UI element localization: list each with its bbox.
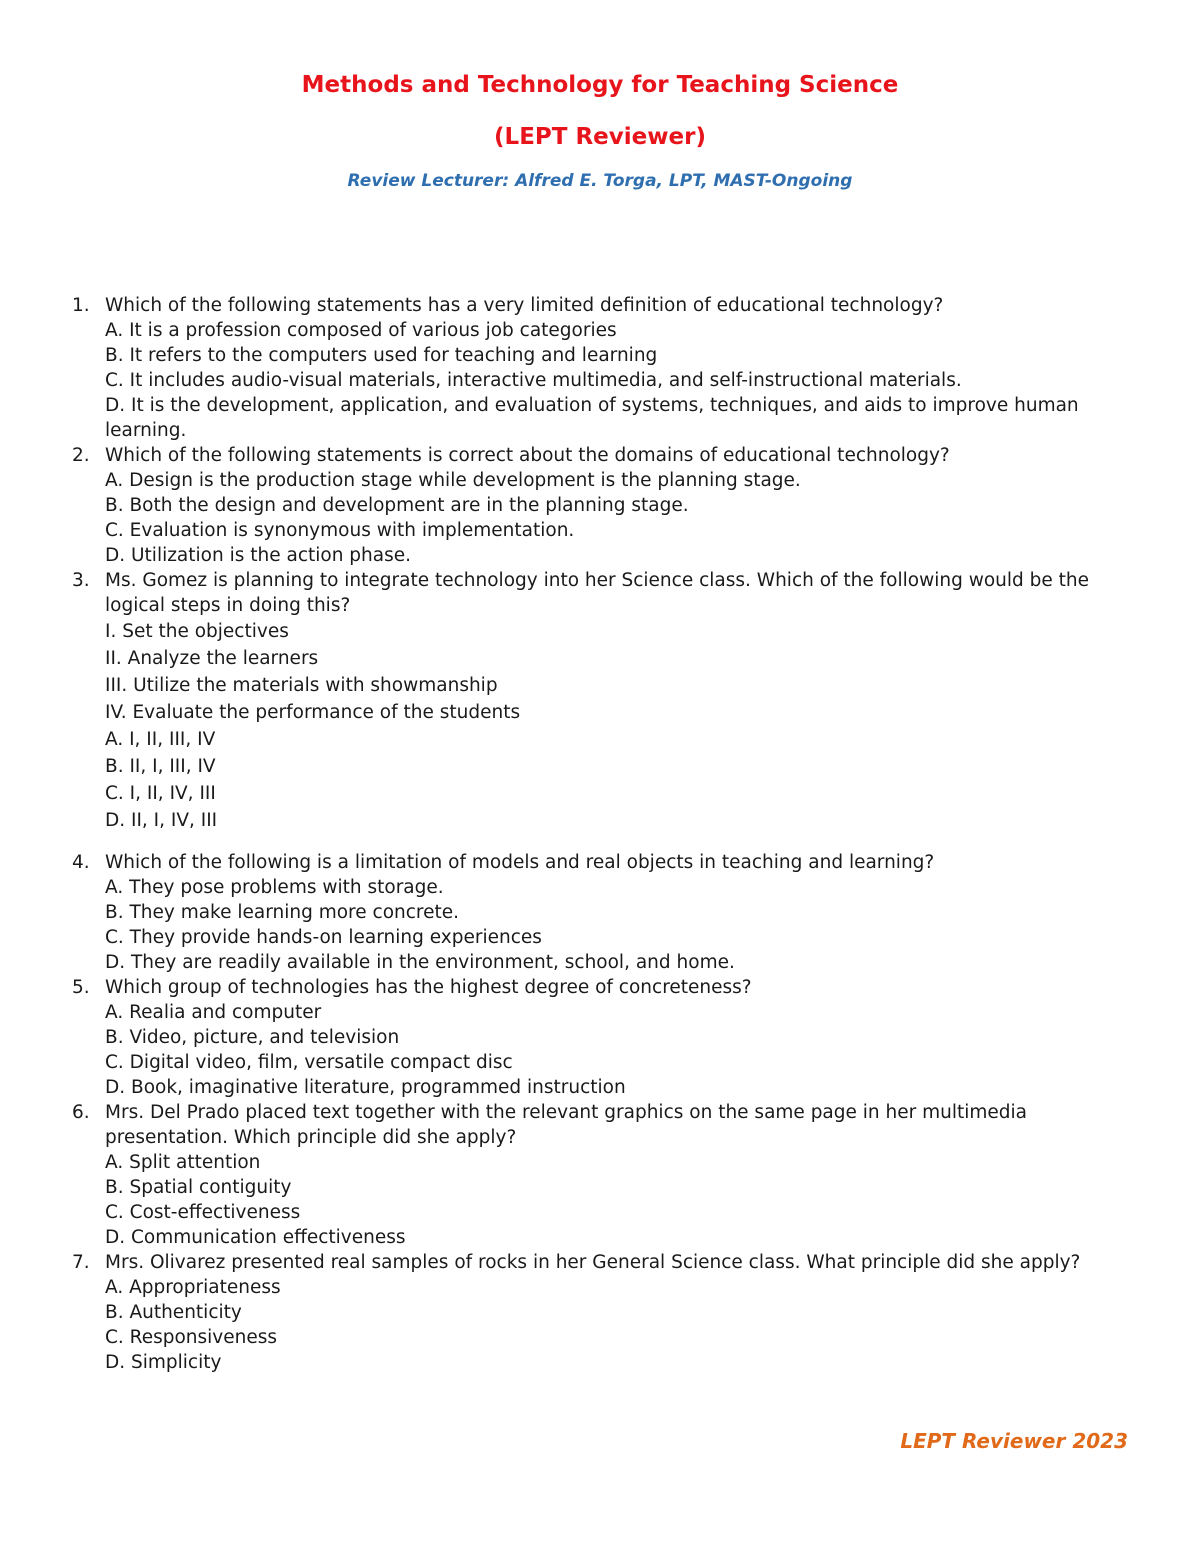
option-b: B. Both the design and development are in the planning stage. bbox=[105, 495, 689, 516]
document-title: Methods and Technology for Teaching Science bbox=[301, 72, 899, 98]
step-item-1: I. Set the objectives bbox=[105, 621, 289, 642]
question-number: 1. bbox=[72, 295, 90, 316]
step-item-3: III. Utilize the materials with showmanship bbox=[105, 675, 498, 696]
question-2 bbox=[0, 443, 1200, 568]
option-d: D. Simplicity bbox=[105, 1352, 222, 1373]
option-c: C. They provide hands-on learning experiences bbox=[105, 927, 542, 948]
option-a: A. Appropriateness bbox=[105, 1277, 281, 1298]
option-b: B. They make learning more concrete. bbox=[105, 902, 460, 923]
option-a: A. It is a profession composed of various job categories bbox=[105, 320, 617, 341]
question-stem: Which group of technologies has the highest degree of concreteness? bbox=[105, 977, 752, 998]
question-number: 5. bbox=[72, 977, 90, 998]
step-item-2: II. Analyze the learners bbox=[105, 648, 319, 669]
option-d: D. It is the development, application, and evaluation of systems, techniques, and aids to improve human learning. bbox=[105, 395, 1079, 441]
question-list bbox=[0, 293, 1200, 1375]
option-d: D. Book, imaginative literature, programmed instruction bbox=[105, 1077, 626, 1098]
question-number: 2. bbox=[72, 445, 90, 466]
question-7 bbox=[0, 1250, 1200, 1375]
question-stem: Ms. Gomez is planning to integrate technology into her Science class. Which of the following would be the logical steps in doing this? bbox=[105, 570, 1090, 616]
document-subtitle: (LEPT Reviewer) bbox=[494, 124, 706, 150]
option-a: A. They pose problems with storage. bbox=[105, 877, 444, 898]
option-d: D. II, I, IV, III bbox=[105, 810, 218, 831]
question-4 bbox=[0, 850, 1200, 975]
option-c: C. Responsiveness bbox=[105, 1327, 278, 1348]
question-stem: Which of the following is a limitation of models and real objects in teaching and learning? bbox=[105, 852, 935, 873]
option-b: B. Video, picture, and television bbox=[105, 1027, 400, 1048]
option-d: D. Communication effectiveness bbox=[105, 1227, 406, 1248]
question-number: 4. bbox=[72, 852, 90, 873]
option-a: A. I, II, III, IV bbox=[105, 729, 216, 750]
question-stem: Mrs. Del Prado placed text together with the relevant graphics on the same page in her multimedia presentation. Which principle did she apply? bbox=[105, 1102, 1028, 1148]
step-item-4: IV. Evaluate the performance of the students bbox=[105, 702, 521, 723]
option-c: C. Cost-effectiveness bbox=[105, 1202, 301, 1223]
option-c: C. Digital video, film, versatile compact disc bbox=[105, 1052, 513, 1073]
question-number: 7. bbox=[72, 1252, 90, 1273]
option-d: D. Utilization is the action phase. bbox=[105, 545, 412, 566]
option-b: B. Spatial contiguity bbox=[105, 1177, 292, 1198]
question-6 bbox=[0, 1100, 1200, 1250]
question-3 bbox=[0, 568, 1200, 834]
option-c: C. It includes audio-visual materials, interactive multimedia, and self-instructional materials. bbox=[105, 370, 962, 391]
option-b: B. Authenticity bbox=[105, 1302, 242, 1323]
footer-label: LEPT Reviewer 2023 bbox=[900, 1429, 1128, 1453]
question-1 bbox=[0, 293, 1200, 443]
option-d: D. They are readily available in the environment, school, and home. bbox=[105, 952, 735, 973]
option-c: C. I, II, IV, III bbox=[105, 783, 216, 804]
question-stem: Which of the following statements has a very limited definition of educational technology? bbox=[105, 295, 944, 316]
question-stem: Mrs. Olivarez presented real samples of rocks in her General Science class. What principle did she apply? bbox=[105, 1252, 1081, 1273]
question-stem: Which of the following statements is correct about the domains of educational technology? bbox=[105, 445, 950, 466]
spacer bbox=[0, 834, 1200, 850]
option-a: A. Split attention bbox=[105, 1152, 261, 1173]
question-number: 6. bbox=[72, 1102, 90, 1123]
option-c: C. Evaluation is synonymous with implementation. bbox=[105, 520, 575, 541]
option-b: B. It refers to the computers used for teaching and learning bbox=[105, 345, 658, 366]
question-5 bbox=[0, 975, 1200, 1100]
question-number: 3. bbox=[72, 570, 90, 591]
option-b: B. II, I, III, IV bbox=[105, 756, 216, 777]
lecturer-line: Review Lecturer: Alfred E. Torga, LPT, MAST-Ongoing bbox=[347, 171, 853, 191]
option-a: A. Realia and computer bbox=[105, 1002, 322, 1023]
option-a: A. Design is the production stage while development is the planning stage. bbox=[105, 470, 801, 491]
